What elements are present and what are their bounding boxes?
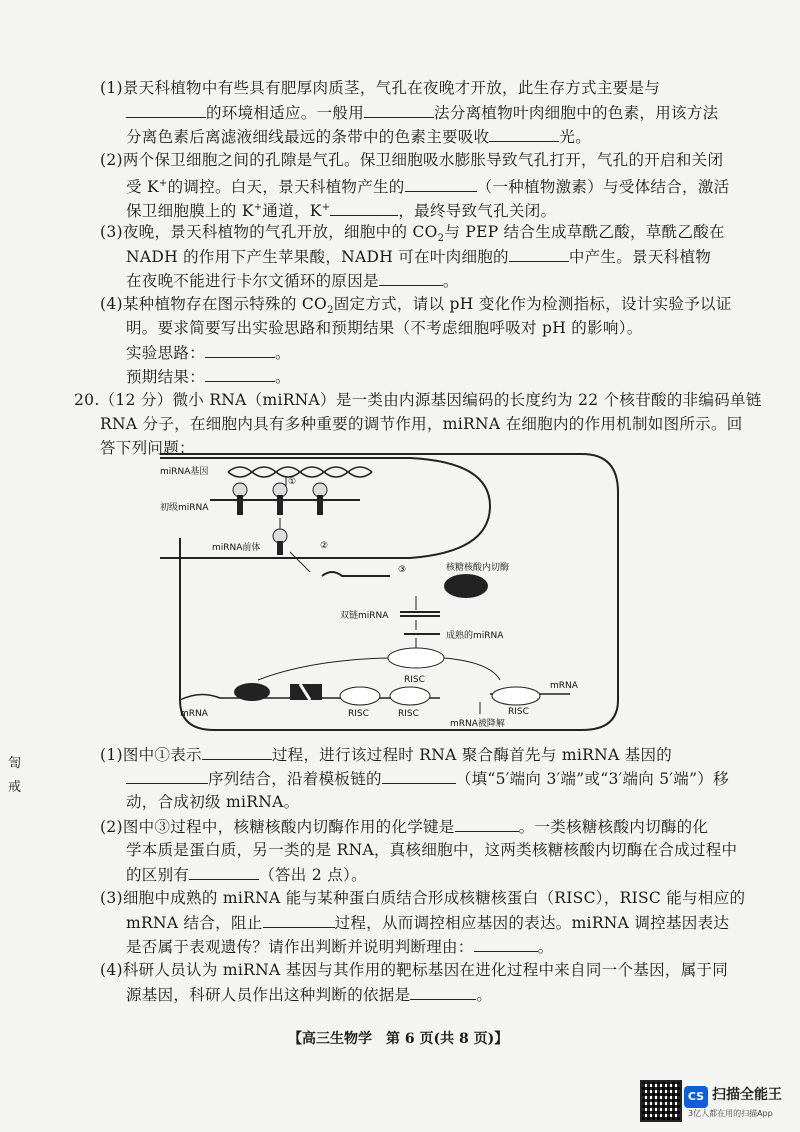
answer-blank[interactable]	[263, 912, 335, 928]
answer-blank[interactable]	[126, 768, 208, 784]
q20-3-line3	[126, 936, 553, 957]
text: （填“5′端向 3′端”或“3′端向 5′端”）移	[455, 770, 729, 788]
text: mRNA 结合，阻止	[126, 914, 263, 932]
label-mirna-gene: miRNA基因	[160, 467, 209, 477]
q19-2-line2	[126, 174, 729, 197]
endonuclease-shape	[444, 574, 488, 598]
q19-1-line1	[100, 78, 660, 98]
label-pre-mirna: miRNA前体	[212, 543, 261, 553]
camscanner-logo: CS	[684, 1086, 708, 1108]
step-3-marker: ③	[398, 565, 407, 575]
text: 学本质是蛋白质，另一类的是 RNA，真核细胞中，这两类核糖核酸内切酶在合成过程中	[126, 841, 738, 859]
answer-blank[interactable]	[205, 366, 275, 382]
text: RNA 分子，在细胞内具有多种重要的调节作用，miRNA 在细胞内的作用机制如图所示。回	[100, 415, 743, 433]
text: 是否属于表观遗传？请作出判断并说明判断理由：	[126, 938, 474, 956]
label-mature-mirna: 成熟的miRNA	[446, 631, 504, 641]
text: 序列结合，沿着模板链的	[208, 770, 382, 788]
q19-2-line1	[100, 150, 723, 170]
label-risc-4: RISC	[508, 707, 529, 717]
text: 。	[476, 986, 493, 1004]
text: (3)细胞中成熟的 miRNA 能与某种蛋白质结合形成核糖核蛋白（RISC），RISC 能与相应的	[100, 889, 746, 907]
q19-1-line3	[126, 126, 591, 147]
answer-blank[interactable]	[455, 816, 519, 832]
superscript: +	[158, 178, 168, 189]
subscript: 2	[437, 233, 445, 245]
text: （一种植物激素）与受体结合，激活	[476, 178, 730, 197]
translation-block-pathway	[180, 683, 440, 705]
answer-blank[interactable]	[509, 246, 569, 262]
label-mrna-right: mRNA	[550, 681, 578, 691]
step-2-marker: ②	[320, 541, 329, 551]
label-risc-3: RISC	[398, 709, 419, 719]
scanner-app-name: 扫描全能王	[712, 1087, 782, 1103]
answer-blank[interactable]	[126, 102, 206, 118]
text: 明。要求简要写出实验思路和预期结果（不考虑细胞呼吸对 pH 的影响）。	[126, 319, 643, 337]
answer-blank[interactable]	[330, 200, 398, 216]
text: 与 PEP 结合生成草酰乙酸，草酰乙酸在	[444, 223, 725, 241]
text: 中产生。景天科植物	[568, 248, 712, 266]
answer-blank[interactable]	[474, 936, 538, 952]
text: 保卫细胞膜上的 K	[126, 202, 254, 221]
text: 光。	[559, 128, 592, 146]
primary-mirna	[210, 483, 360, 515]
q19-4-line2	[126, 318, 643, 338]
subscript: 2	[327, 305, 334, 317]
text: 。一类核糖核酸内切酶的化	[518, 818, 709, 836]
text: 法分离植物叶肉细胞中的色素，用该方法	[434, 104, 719, 122]
text: 通道，K	[262, 202, 322, 221]
text: 在夜晚不能进行卡尔文循环的原因是	[126, 272, 379, 290]
text: 过程，从而调控相应基因的表达。miRNA 调控基因表达	[334, 914, 730, 932]
text: (2)图中③过程中，核糖核酸内切酶作用的化学键是	[100, 818, 455, 836]
qr-code-icon	[640, 1080, 682, 1122]
q20-stem-line2	[100, 414, 743, 434]
text: 固定方式，请以 pH 变化作为检测指标，设计实验予以证	[333, 295, 732, 313]
pre-mirna	[273, 529, 287, 555]
q19-4-idea	[126, 342, 291, 363]
superscript: +	[253, 202, 263, 213]
text: 预期结果：	[126, 368, 206, 386]
risc-complex	[388, 648, 444, 668]
text: 。	[537, 938, 554, 956]
q20-1-line3	[126, 792, 299, 812]
text: 源基因，科研人员作出这种判断的依据是	[126, 986, 411, 1004]
text: 。	[275, 344, 291, 362]
q20-2-line1	[100, 816, 708, 837]
arrow	[290, 552, 310, 572]
text: 20.（12 分）微小 RNA（miRNA）是一类由内源基因编码的长度约为 22 个核苷酸的非编码单链	[74, 391, 762, 409]
arrow-right-branch	[444, 658, 500, 680]
answer-blank[interactable]	[364, 102, 434, 118]
q20-3-line2	[126, 912, 729, 933]
label-ds-mirna: 双链miRNA	[340, 611, 389, 621]
answer-blank[interactable]	[205, 342, 275, 358]
label-risc: RISC	[404, 675, 425, 685]
mirna-mechanism-diagram	[150, 448, 620, 738]
answer-blank[interactable]	[379, 270, 443, 286]
q19-1-line2	[126, 102, 718, 123]
step-1-marker: ①	[288, 477, 297, 487]
q19-4-result	[126, 366, 291, 387]
q20-4-line1	[100, 960, 728, 980]
q20-2-line3	[126, 864, 367, 885]
text: ，最终导致气孔关闭。	[398, 202, 557, 221]
text: (1)图中①表示	[100, 746, 202, 764]
text: (4)科研人员认为 miRNA 基因与其作用的靶标基因在进化过程中来自同一个基因，属于同	[100, 961, 729, 979]
answer-blank[interactable]	[202, 744, 272, 760]
page-footer: 【高三生物学 第 6 页(共 8 页)】	[288, 1031, 509, 1047]
text: 。	[442, 272, 459, 290]
cytoplasm-pre-mirna	[322, 572, 390, 576]
label-risc-2: RISC	[348, 709, 369, 719]
label-endonuclease: 核糖核酸内切酶	[446, 563, 510, 573]
arrow-left-branch	[258, 658, 388, 680]
margin-char-2: 戒	[8, 780, 22, 795]
answer-blank[interactable]	[489, 126, 559, 142]
answer-blank[interactable]	[382, 768, 456, 784]
label-mrna-degraded: mRNA被降解	[450, 719, 505, 729]
text: 动，合成初级 miRNA。	[126, 793, 300, 811]
text: (4)某种植物存在图示特殊的 CO	[100, 295, 328, 313]
text: 受 K	[126, 178, 159, 197]
text: 。	[275, 368, 291, 386]
q20-1-line2	[126, 768, 729, 789]
q19-3-line2	[126, 246, 711, 267]
margin-char-1: 訇	[8, 756, 22, 771]
answer-blank[interactable]	[189, 864, 259, 880]
dna-helix	[228, 467, 372, 477]
text: 的区别有	[126, 866, 190, 884]
text: 过程，进行该过程时 RNA 聚合酶首先与 miRNA 基因的	[271, 746, 673, 764]
label-primary-mirna: 初级miRNA	[160, 503, 209, 513]
text: (2)两个保卫细胞之间的孔隙是气孔。保卫细胞吸水膨胀导致气孔打开，气孔的开启和关闭	[100, 151, 724, 169]
text: 答下列问题：	[100, 439, 195, 457]
text: （答出 2 点）。	[259, 866, 367, 884]
q19-2-line3	[126, 198, 556, 221]
label-mrna-left: mRNA	[180, 709, 208, 719]
text: 的环境相适应。一般用	[206, 104, 365, 122]
text: 的调控。白天，景天科植物产生的	[167, 178, 405, 197]
q20-2-line2	[126, 840, 737, 860]
superscript: +	[321, 202, 331, 213]
double-stranded-mirna	[400, 612, 440, 616]
text: NADH 的作用下产生苹果酸，NADH 可在叶肉细胞的	[126, 248, 509, 266]
answer-blank[interactable]	[405, 176, 477, 192]
q20-4-line2	[126, 984, 492, 1005]
text: (1)景天科植物中有些具有肥厚肉质茎，气孔在夜晚才开放，此生存方式主要是与	[100, 79, 661, 97]
q20-1-line1	[100, 744, 672, 765]
q20-3-line1	[100, 888, 745, 908]
text: 实验思路：	[126, 344, 206, 362]
q19-3-line3	[126, 270, 459, 291]
text: (3)夜晚，景天科植物的气孔开放，细胞中的 CO	[100, 223, 438, 241]
answer-blank[interactable]	[410, 984, 476, 1000]
text: 分离色素后离滤液细线最远的条带中的色素主要吸收	[126, 128, 490, 146]
q20-stem-line1	[74, 390, 762, 410]
scanner-tagline: 3亿人都在用的扫描App	[688, 1109, 773, 1118]
